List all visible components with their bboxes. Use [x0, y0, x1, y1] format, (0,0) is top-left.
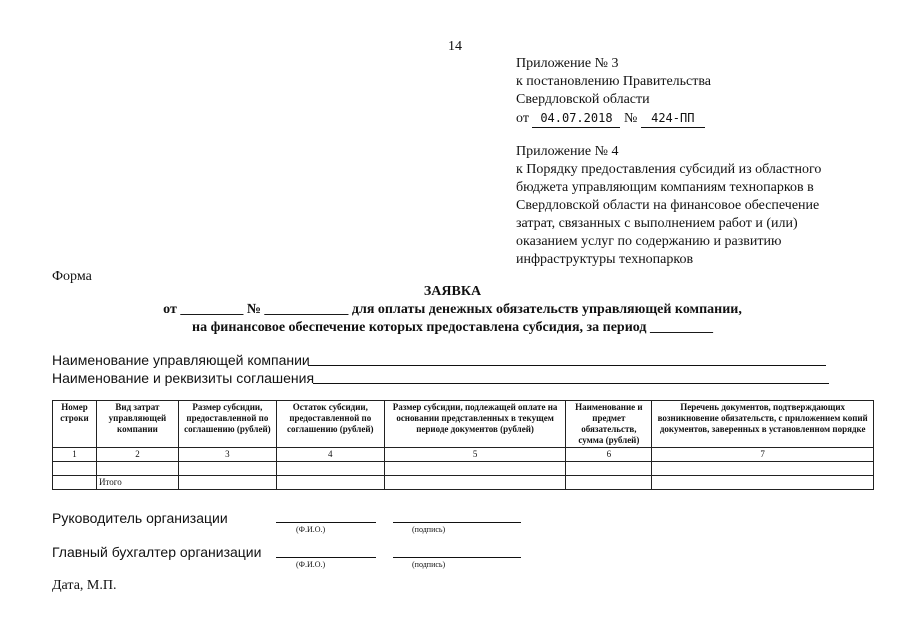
accountant-signature-label: Главный бухгалтер организации — [52, 544, 262, 560]
column-number: 5 — [384, 448, 566, 462]
page-number: 14 — [448, 39, 462, 54]
table-cell[interactable] — [276, 476, 384, 490]
table-cell[interactable] — [53, 462, 97, 476]
accountant-sign-line[interactable] — [393, 557, 521, 558]
column-header: Вид затрат управляющей компании — [96, 401, 178, 448]
table-cell[interactable] — [96, 462, 178, 476]
head-signature-label: Руководитель организации — [52, 510, 228, 526]
column-number: 4 — [276, 448, 384, 462]
table-cell[interactable] — [652, 462, 874, 476]
appendix-3-line: Свердловской области — [516, 92, 650, 107]
agreement-line[interactable] — [313, 383, 829, 384]
fio-caption: (Ф.И.О.) — [296, 560, 326, 569]
column-number-row — [53, 448, 874, 462]
table-cell[interactable] — [566, 462, 652, 476]
form-label: Форма — [52, 269, 92, 284]
table-cell[interactable] — [53, 476, 97, 490]
column-number: 2 — [96, 448, 178, 462]
appendix-4-title: Приложение № 4 — [516, 144, 619, 159]
column-number: 3 — [178, 448, 276, 462]
head-sign-line[interactable] — [393, 522, 521, 523]
column-header: Остаток субсидии, предоставленной по соглашению (рублей) — [276, 401, 384, 448]
column-header: Перечень документов, подтверждающих возникновение обязательств, с приложением копий документов, заверенных в установленном порядке — [652, 401, 874, 448]
appendix-3-date-row — [516, 109, 711, 128]
company-name-label: Наименование управляющей компании — [52, 352, 310, 368]
appendix-3-title: Приложение № 3 — [516, 56, 619, 71]
column-header: Наименование и предмет обязательств, сумма (рублей) — [566, 401, 652, 448]
decree-number: 424-ПП — [641, 109, 705, 128]
appendix-3 — [516, 55, 711, 128]
column-header: Номер строки — [53, 401, 97, 448]
column-number: 7 — [652, 448, 874, 462]
total-label: Итого — [96, 476, 178, 490]
document-title: ЗАЯВКА — [423, 284, 482, 299]
company-name-field — [52, 352, 310, 368]
agreement-field — [52, 370, 314, 386]
table-cell[interactable] — [652, 476, 874, 490]
from-label: от — [516, 111, 529, 126]
table-cell[interactable] — [384, 462, 566, 476]
document-subtitle-line: на финансовое обеспечение которых предоставлена субсидия, за период _________ — [192, 320, 713, 335]
table-cell[interactable] — [384, 476, 566, 490]
table-row — [53, 462, 874, 476]
agreement-label: Наименование и реквизиты соглашения — [52, 370, 315, 386]
table-cell[interactable] — [276, 462, 384, 476]
total-row — [53, 476, 874, 490]
appendix-4-line: Свердловской области на финансовое обеспечение — [516, 198, 820, 213]
appendix-4 — [516, 143, 821, 269]
sign-caption: (подпись) — [412, 560, 446, 569]
date-stamp-label: Дата, М.П. — [52, 578, 117, 593]
appendix-4-line: к Порядку предоставления субсидий из областного — [516, 162, 822, 177]
fio-caption: (Ф.И.О.) — [296, 525, 326, 534]
document-subtitle-line: от _________ № ____________ для оплаты денежных обязательств управляющей компании, — [163, 302, 742, 317]
accountant-fio-line[interactable] — [276, 557, 376, 558]
column-header: Размер субсидии, подлежащей оплате на основании представленных в текущем периоде документов (рублей) — [384, 401, 566, 448]
column-number: 6 — [566, 448, 652, 462]
appendix-3-line: к постановлению Правительства — [516, 74, 712, 89]
table-cell[interactable] — [178, 462, 276, 476]
head-fio-line[interactable] — [276, 522, 376, 523]
table-cell[interactable] — [566, 476, 652, 490]
appendix-4-line: оказанием услуг по содержанию и развитию — [516, 234, 782, 249]
number-label: № — [623, 111, 638, 126]
column-header: Размер субсидии, предоставленной по соглашению (рублей) — [178, 401, 276, 448]
company-name-line[interactable] — [308, 365, 826, 366]
claim-table — [52, 400, 874, 490]
decree-date: 04.07.2018 — [532, 109, 620, 128]
column-number: 1 — [53, 448, 97, 462]
appendix-4-line: затрат, связанных с выполнением работ и (или) — [516, 216, 798, 231]
appendix-4-line: инфраструктуры технопарков — [516, 252, 694, 267]
appendix-4-line: бюджета управляющим компаниям технопарков в — [516, 180, 814, 195]
sign-caption: (подпись) — [412, 525, 446, 534]
table-cell[interactable] — [178, 476, 276, 490]
table-header-row — [53, 401, 874, 448]
